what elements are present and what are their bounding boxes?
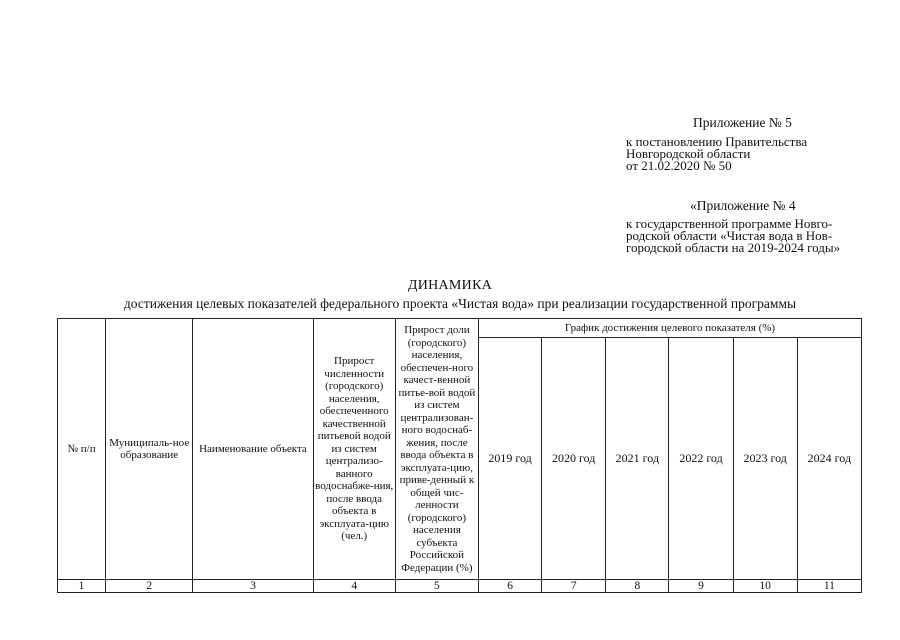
header-cell-share xyxy=(395,319,478,580)
header-object-label: Наименование объекта xyxy=(199,442,307,455)
year-cell: 2019 год xyxy=(479,338,542,580)
column-number-cell: 5 xyxy=(395,580,478,593)
year-cell: 2020 год xyxy=(542,338,606,580)
header-no-label: № п/п xyxy=(67,442,96,455)
header-cell-object xyxy=(193,319,313,580)
header-cell-population xyxy=(313,319,395,580)
year-cell: 2023 год xyxy=(733,338,797,580)
header-population-label: Прирост численности (городского) населения, обеспеченного качественной питьевой водой из систем централизо-ванного водоснабже-ния, после ввода объекта в эксплуата-цию (чел.) xyxy=(315,355,394,543)
annex-4-line: родской области «Чистая вода в Нов- xyxy=(626,228,833,243)
column-number-cell: 10 xyxy=(733,580,797,593)
column-number-row xyxy=(58,580,862,593)
table-header-row xyxy=(58,319,862,338)
column-number-cell: 1 xyxy=(58,580,106,593)
year-cell: 2024 год xyxy=(797,338,861,580)
year-cell: 2021 год xyxy=(606,338,669,580)
year-cell: 2022 год xyxy=(669,338,733,580)
annex-4-line: к государственной программе Новго- xyxy=(626,216,833,231)
annex-5-line: Новгородской области xyxy=(626,146,751,161)
column-number-cell: 4 xyxy=(313,580,395,593)
header-share-label: Прирост доли (городского) населения, обеспечен-ного качест-венной питье-вой водой из систем централизован-ного водоснаб-жения, после ввода объекта в эксплуата-цию, приве-денный к общей чис-ленности (городского) населения субъекта Российской Федерации (%) xyxy=(398,324,476,574)
annex-4-body xyxy=(626,218,840,254)
document-subheading: достижения целевых показателей федерального проекта «Чистая вода» при реализации государственной программы xyxy=(123,296,797,311)
indicators-table xyxy=(57,318,862,593)
annex-5-title xyxy=(693,117,792,129)
header-cell-schedule xyxy=(479,319,862,338)
column-number-cell: 2 xyxy=(106,580,193,593)
column-number-cell: 9 xyxy=(669,580,733,593)
column-number-cell: 6 xyxy=(479,580,542,593)
annex-5-line: от 21.02.2020 № 50 xyxy=(626,158,732,173)
header-schedule-label: График достижения целевого показателя (%) xyxy=(564,321,776,334)
header-municipality-label: Муниципаль-ное образование xyxy=(109,436,190,461)
annex-4-title-text: «Приложение № 4 xyxy=(690,198,796,213)
annex-4-title xyxy=(690,200,796,212)
column-number-cell: 7 xyxy=(542,580,606,593)
annex-5-body xyxy=(626,136,807,172)
column-number-cell: 8 xyxy=(606,580,669,593)
annex-5-line: к постановлению Правительства xyxy=(626,134,808,149)
document-heading: ДИНАМИКА xyxy=(407,278,493,293)
header-cell-no xyxy=(58,319,106,580)
header-cell-municipality xyxy=(106,319,193,580)
annex-5-title-text: Приложение № 5 xyxy=(693,115,792,130)
annex-4-line: городской области на 2019-2024 годы» xyxy=(626,240,841,255)
column-number-cell: 11 xyxy=(797,580,861,593)
column-number-cell: 3 xyxy=(193,580,313,593)
